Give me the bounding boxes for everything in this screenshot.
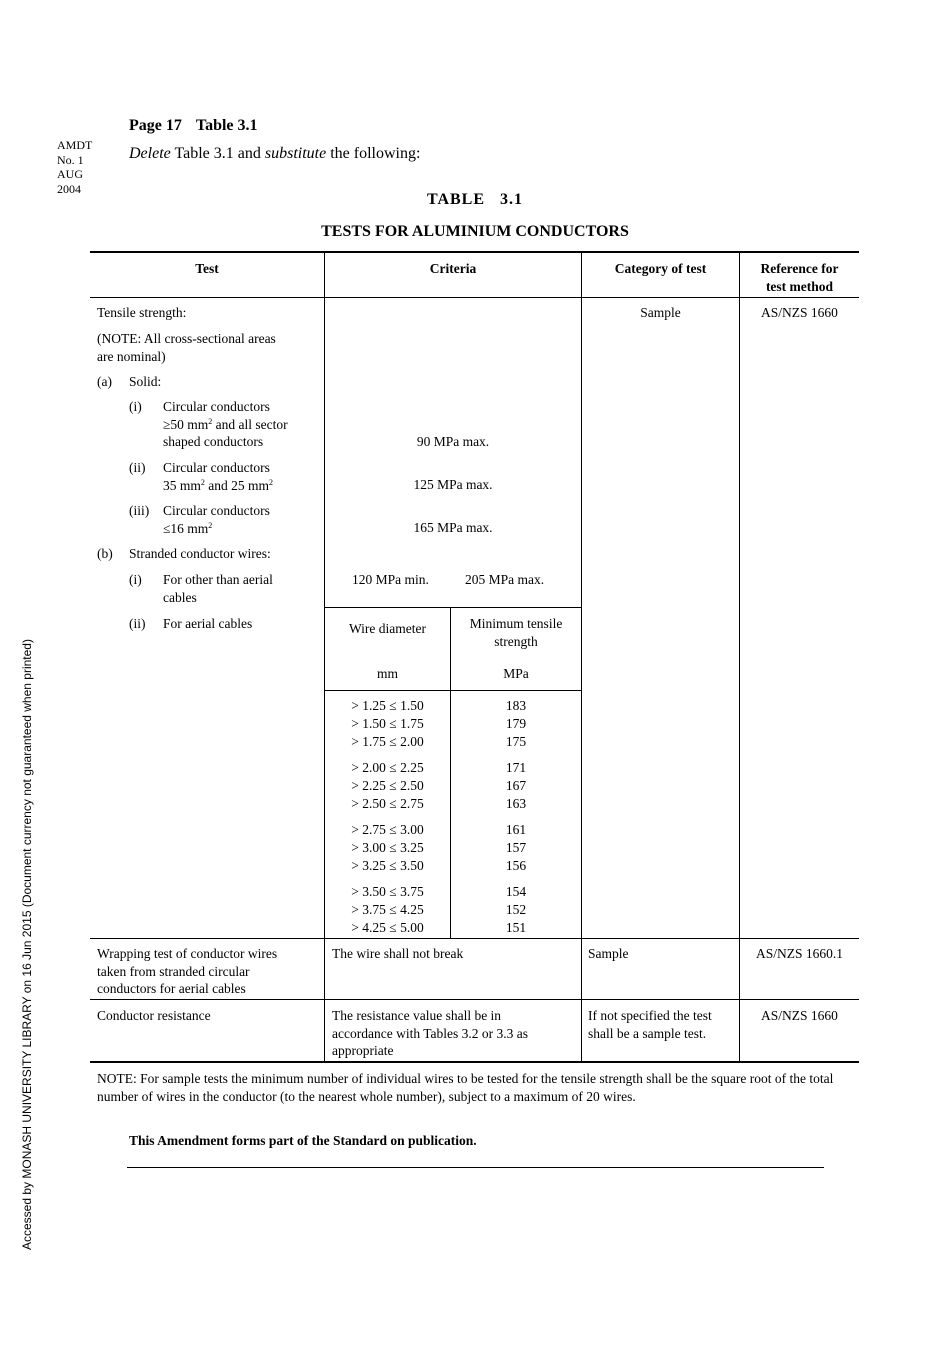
column-divider xyxy=(581,252,582,1062)
access-stamp: Accessed by MONASH UNIVERSITY LIBRARY on 16 Jun 2015 (Document currency not guaranteed when printed) xyxy=(20,639,34,1250)
amendment-line: No. 1 xyxy=(57,152,84,167)
stranded-label: (b) xyxy=(97,546,113,561)
range-cell: > 1.50 ≤ 1.75 xyxy=(351,715,424,731)
range-cell: > 3.75 ≤ 4.25 xyxy=(351,901,424,917)
solid-text: Solid: xyxy=(129,374,162,389)
instruction-delete: Delete xyxy=(129,145,171,162)
stranded-ii-text: For aerial cables xyxy=(163,616,253,631)
value-cell: 175 xyxy=(505,733,527,749)
wrapping-test-line: Wrapping test of conductor wires xyxy=(97,946,278,961)
solid-iii-criteria: 165 MPa max. xyxy=(413,520,493,535)
resistance-test: Conductor resistance xyxy=(97,1008,211,1023)
header-reference xyxy=(740,260,859,295)
solid-label: (a) xyxy=(97,374,112,389)
resistance-reference: AS/NZS 1660 xyxy=(761,1008,838,1023)
amendment-line: AMDT xyxy=(57,138,93,152)
column-divider xyxy=(739,252,740,1062)
stranded-i-criteria-min: 120 MPa min. xyxy=(352,572,429,587)
solid-i-text xyxy=(163,398,288,451)
value-cell: 152 xyxy=(505,901,527,917)
solid-ii-num: (ii) xyxy=(129,460,146,475)
range-group xyxy=(325,821,450,874)
solid-ii-text xyxy=(163,459,273,494)
subheader-strength-unit: MPa xyxy=(503,666,529,681)
solid-i-line: shaped conductors xyxy=(163,434,264,449)
range-cell: > 3.25 ≤ 3.50 xyxy=(351,857,424,873)
value-cell: 163 xyxy=(505,795,527,811)
range-cell: > 4.25 ≤ 5.00 xyxy=(351,919,424,935)
subheader-strength-line: strength xyxy=(494,633,538,649)
stranded-ii-num: (ii) xyxy=(129,616,146,631)
range-cell: > 1.75 ≤ 2.00 xyxy=(351,733,424,749)
range-cell: > 2.50 ≤ 2.75 xyxy=(351,795,424,811)
header-bottom-rule xyxy=(90,297,859,298)
amendment-instruction xyxy=(129,145,420,163)
amendment-line: AUG xyxy=(57,167,83,181)
value-group xyxy=(451,697,581,750)
resistance-category-line: If not specified the test xyxy=(588,1008,712,1023)
range-group xyxy=(325,697,450,750)
value-group xyxy=(451,759,581,812)
table-note: NOTE: For sample tests the minimum number of individual wires to be tested for the tensile strength shall be the square root of the total number of wires in the conductor (to the nearest whole number), subject to a maximum of 20 wires. xyxy=(97,1071,834,1104)
stranded-i-line: For other than aerial xyxy=(163,572,273,587)
value-cell: 171 xyxy=(505,760,527,775)
range-cell: > 2.00 ≤ 2.25 xyxy=(351,760,424,775)
instruction-end: the following: xyxy=(326,145,421,162)
wrapping-criteria: The wire shall not break xyxy=(332,946,464,961)
range-cell: > 2.25 ≤ 2.50 xyxy=(351,777,424,793)
header-reference-line: Reference for xyxy=(760,261,839,276)
value-cell: 167 xyxy=(505,777,527,793)
resistance-category xyxy=(588,1007,712,1042)
tensile-bottom-rule xyxy=(90,938,859,939)
subtable-header-rule xyxy=(324,690,582,691)
table-bottom-rule xyxy=(90,1061,859,1063)
stranded-i-text xyxy=(163,571,273,606)
solid-i-criteria: 90 MPa max. xyxy=(416,434,490,449)
solid-i-line: ≥50 $mm^2$ and all sector xyxy=(163,416,288,432)
solid-ii-line: Circular conductors xyxy=(163,460,270,475)
value-cell: 156 xyxy=(505,857,527,873)
subheader-diameter: Wire diameter xyxy=(348,621,427,636)
value-cell: 179 xyxy=(505,715,527,731)
subheader-strength xyxy=(451,615,581,650)
resistance-criteria xyxy=(332,1007,528,1060)
resistance-criteria-line: The resistance value shall be in xyxy=(332,1008,502,1023)
amendment-footer: This Amendment forms part of the Standard on publication. xyxy=(129,1133,477,1148)
resistance-category-line: shall be a sample test. xyxy=(588,1025,707,1041)
wrapping-test-line: taken from stranded circular xyxy=(97,963,250,979)
table-reference: Table 3.1 xyxy=(195,117,258,134)
header-test: Test xyxy=(195,261,219,276)
subheader-strength-line: Minimum tensile xyxy=(469,616,563,631)
tensile-category: Sample xyxy=(640,305,681,320)
table-title: TESTS FOR ALUMINIUM CONDUCTORS xyxy=(321,223,629,240)
wrapping-test xyxy=(97,945,277,998)
solid-iii-line: Circular conductors xyxy=(163,503,270,518)
value-cell: 183 xyxy=(505,698,527,713)
instruction-mid: Table 3.1 and xyxy=(170,145,265,162)
range-cell: > 3.50 ≤ 3.75 xyxy=(351,884,424,899)
range-group xyxy=(325,759,450,812)
solid-iii-text xyxy=(163,502,270,537)
value-cell: 161 xyxy=(505,822,527,837)
subheader-diameter-unit: mm xyxy=(376,666,398,681)
tensile-title: Tensile strength: xyxy=(97,305,187,320)
stranded-i-num: (i) xyxy=(129,572,142,587)
resistance-criteria-line: accordance with Tables 3.2 or 3.3 as xyxy=(332,1025,528,1041)
range-group xyxy=(325,883,450,936)
value-cell: 154 xyxy=(505,884,527,899)
table-top-rule xyxy=(90,251,859,253)
range-cell: > 3.00 ≤ 3.25 xyxy=(351,839,424,855)
stranded-text: Stranded conductor wires: xyxy=(129,546,271,561)
solid-i-line: Circular conductors xyxy=(163,399,270,414)
resistance-criteria-line: appropriate xyxy=(332,1043,394,1058)
value-cell: 151 xyxy=(505,919,527,935)
tensile-note xyxy=(97,330,276,365)
table-number: TABLE 3.1 xyxy=(426,191,524,208)
tensile-note-line: are nominal) xyxy=(97,348,166,364)
wrapping-test-line: conductors for aerial cables xyxy=(97,981,246,996)
stranded-i-criteria-max: 205 MPa max. xyxy=(465,572,545,587)
value-cell: 157 xyxy=(505,839,527,855)
range-cell: > 2.75 ≤ 3.00 xyxy=(351,822,424,837)
solid-iii-line: ≤16 $mm^2$ xyxy=(163,520,213,536)
amendment-margin-note xyxy=(57,138,92,196)
wrapping-reference: AS/NZS 1660.1 xyxy=(755,946,843,961)
header-category: Category of test xyxy=(614,261,707,276)
instruction-substitute: substitute xyxy=(264,145,327,162)
wrapping-category: Sample xyxy=(588,946,629,961)
solid-ii-criteria: 125 MPa max. xyxy=(413,477,493,492)
header-criteria: Criteria xyxy=(429,261,477,276)
footer-rule xyxy=(127,1167,824,1168)
value-group xyxy=(451,821,581,874)
header-reference-line: test method xyxy=(765,278,834,294)
page-reference xyxy=(129,117,272,135)
solid-ii-line: 35 $mm^2$ and 25 $mm^2$ xyxy=(163,477,274,493)
tensile-note-line: (NOTE: All cross-sectional areas xyxy=(97,331,276,346)
value-group xyxy=(451,883,581,936)
wrapping-bottom-rule xyxy=(90,999,859,1000)
subtable-top-rule xyxy=(324,607,582,608)
stranded-i-line: cables xyxy=(163,589,197,605)
solid-iii-num: (iii) xyxy=(129,503,150,518)
amendment-line: 2004 xyxy=(57,181,81,196)
solid-i-num: (i) xyxy=(129,399,142,414)
page-number: Page 17 xyxy=(129,117,182,134)
column-divider xyxy=(324,252,325,1062)
range-cell: > 1.25 ≤ 1.50 xyxy=(351,698,424,713)
tensile-reference: AS/NZS 1660 xyxy=(761,305,838,320)
